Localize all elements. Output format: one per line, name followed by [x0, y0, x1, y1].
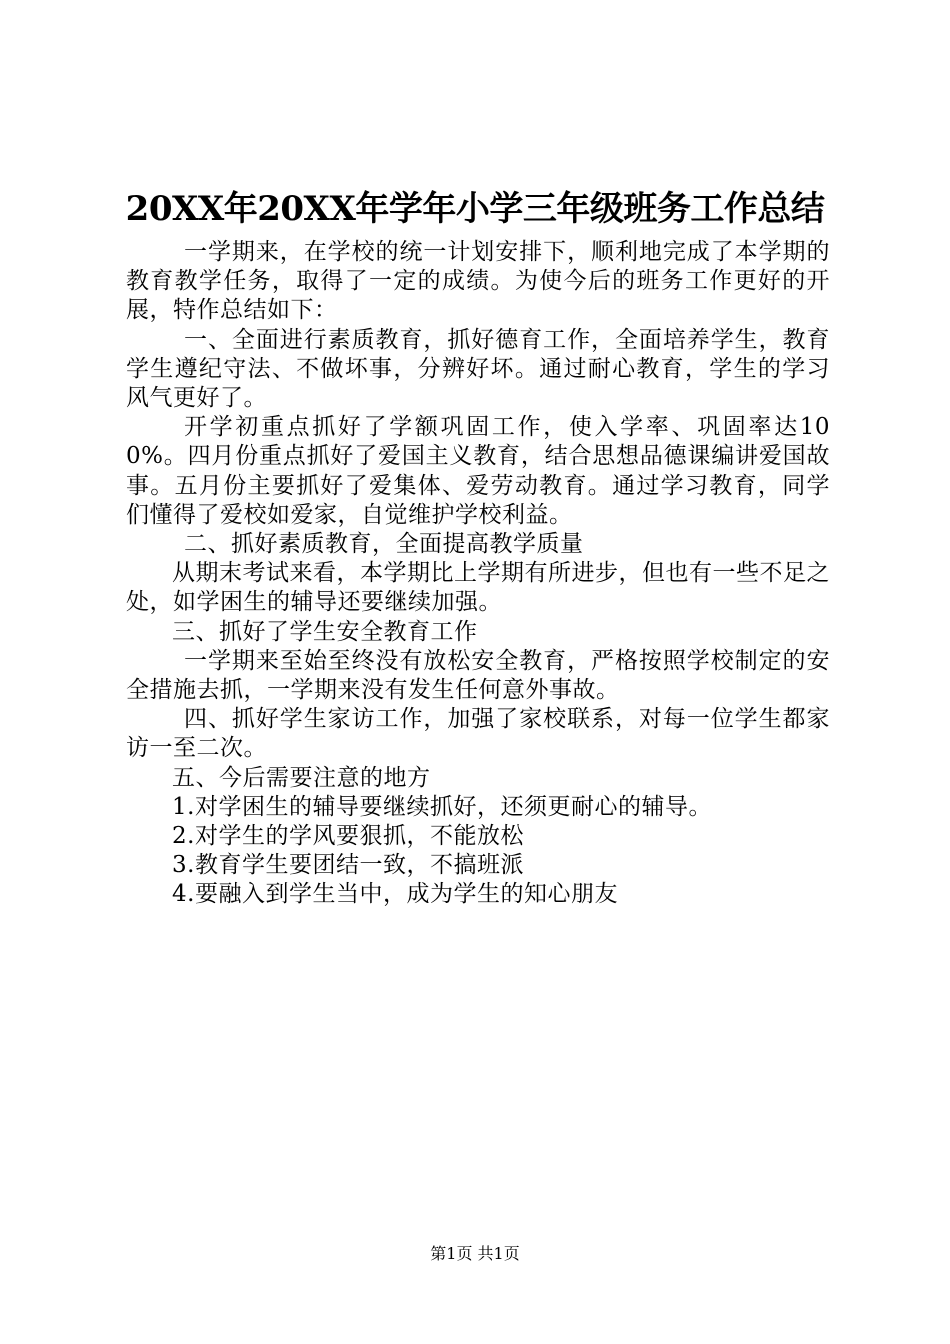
- heading-section-2: 二、抓好素质教育，全面提高教学质量: [184, 531, 584, 558]
- heading-section-5: 五、今后需要注意的地方: [172, 764, 431, 791]
- paragraph-section-2-detail: 从期末考试来看，本学期比上学期有所进步，但也有一些不足之处，如学困生的辅导还要继续加强。: [126, 560, 830, 616]
- paragraph-section-1-detail: 开学初重点抓好了学额巩固工作，使入学率、巩固率达100%。四月份重点抓好了爱国主义教育，结合思想品德课编讲爱国故事。五月份主要抓好了爱集体、爱劳动教育。通过学习教育，同学们懂得了爱校如爱家，自觉维护学校利益。: [126, 414, 830, 528]
- page-number-footer: 第1页 共1页: [430, 1244, 520, 1263]
- list-item-1: 1.对学困生的辅导要继续抓好，还须更耐心的辅导。: [172, 793, 712, 820]
- paragraph-section-1: 一、全面进行素质教育，抓好德育工作，全面培养学生，教育学生遵纪守法、不做坏事，分辨好坏。通过耐心教育，学生的学习风气更好了。: [126, 326, 830, 412]
- list-item-2: 2.对学生的学风要狠抓，不能放松: [172, 823, 524, 850]
- list-item-3: 3.教育学生要团结一致，不搞班派: [172, 852, 524, 879]
- paragraph-section-3-detail: 一学期来至始至终没有放松安全教育，严格按照学校制定的安全措施去抓，一学期来没有发生任何意外事故。: [126, 647, 830, 704]
- list-item-4: 4.要融入到学生当中，成为学生的知心朋友: [172, 881, 618, 908]
- document-title: 20XX年20XX年学年小学三年级班务工作总结: [125, 189, 825, 229]
- paragraph-section-4: 四、抓好学生家访工作，加强了家校联系，对每一位学生都家访一至二次。: [126, 706, 830, 762]
- paragraph-intro: 一学期来，在学校的统一计划安排下，顺利地完成了本学期的教育教学任务，取得了一定的成绩。为使今后的班务工作更好的开展，特作总结如下：: [126, 239, 830, 324]
- document-body: [126, 238, 830, 910]
- heading-section-3: 三、抓好了学生安全教育工作: [172, 618, 478, 645]
